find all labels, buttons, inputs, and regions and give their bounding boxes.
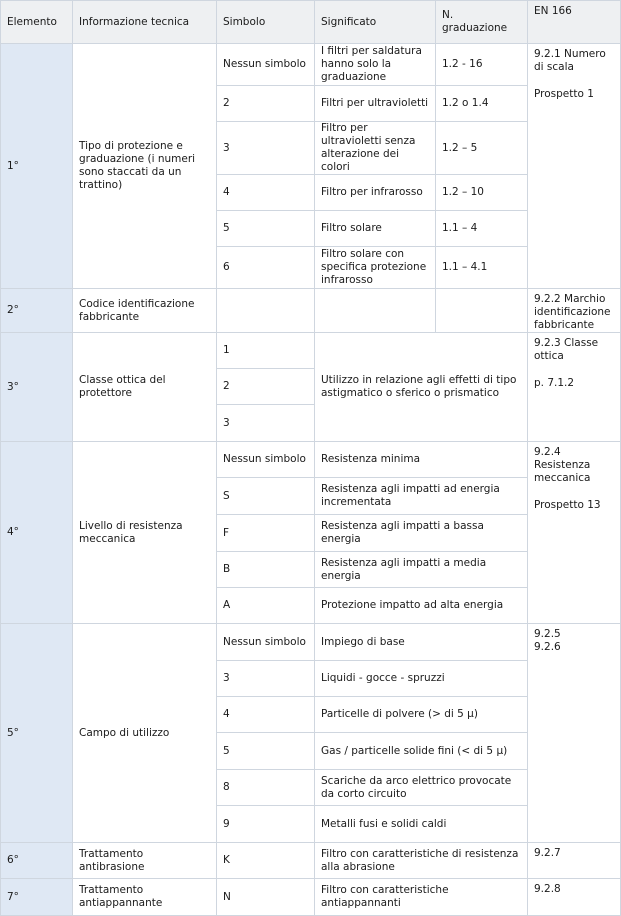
simbolo-cell: B (217, 552, 315, 588)
graduazione-cell: 1.2 – 10 (436, 175, 528, 211)
simbolo-cell: Nessun simbolo (217, 44, 315, 86)
simbolo-cell: 3 (217, 661, 315, 697)
significato-cell: Gas / particelle solide fini (< di 5 μ) (315, 733, 528, 770)
en166-reference: 9.2.1 Numero di scala (534, 48, 606, 73)
simbolo-cell: 5 (217, 211, 315, 247)
significato-cell: Utilizzo in relazione agli effetti di tipo astigmatico o sferico o prismatico (315, 333, 528, 442)
significato-cell: Metalli fusi e solidi caldi (315, 806, 528, 843)
header-graduazione: N. graduazione (436, 1, 528, 44)
elemento-cell: 4° (1, 442, 73, 624)
simbolo-cell: 2 (217, 86, 315, 122)
en166-reference-2: 9.2.6 (534, 641, 561, 653)
en166-reference: 9.2.2 Marchio identificazione fabbricante (534, 293, 611, 331)
en166-reference: 9.2.3 Classe ottica (534, 337, 599, 362)
significato-cell: Resistenza minima (315, 442, 528, 478)
simbolo-cell: 3 (217, 122, 315, 175)
simbolo-cell: F (217, 515, 315, 552)
graduazione-cell: 1.2 o 1.4 (436, 86, 528, 122)
header-row (1, 1, 621, 44)
table-row (1, 442, 621, 478)
significato-cell: Filtro con caratteristiche di resistenza alla abrasione (315, 843, 528, 879)
simbolo-cell: 9 (217, 806, 315, 843)
graduazione-cell: 1.2 - 16 (436, 44, 528, 86)
elemento-cell: 7° (1, 879, 73, 916)
table-row (1, 333, 621, 369)
table-row (1, 44, 621, 86)
en166-reference: 9.2.5 (534, 628, 561, 640)
en166-reference: 9.2.4 Resistenza meccanica (534, 446, 591, 484)
header-elemento: Elemento (1, 1, 73, 44)
simbolo-cell: A (217, 588, 315, 624)
simbolo-cell: 5 (217, 733, 315, 770)
simbolo-cell: 1 (217, 333, 315, 369)
graduazione-cell (436, 289, 528, 333)
elemento-cell: 6° (1, 843, 73, 879)
simbolo-cell: 4 (217, 175, 315, 211)
simbolo-cell: 3 (217, 405, 315, 442)
simbolo-cell: 4 (217, 697, 315, 733)
significato-cell: Filtro solare con specifica protezione infrarosso (315, 247, 436, 289)
significato-cell (315, 289, 436, 333)
table-row (1, 879, 621, 916)
significato-cell: Filtro per ultravioletti senza alterazione dei colori (315, 122, 436, 175)
en166-cell (528, 624, 621, 843)
significato-cell: Filtro solare (315, 211, 436, 247)
significato-cell: Impiego di base (315, 624, 528, 661)
en166-reference: 9.2.7 (534, 847, 561, 859)
en166-prospetto: p. 7.1.2 (534, 377, 575, 389)
en166-cell (528, 879, 621, 916)
simbolo-cell: 6 (217, 247, 315, 289)
header-en166: EN 166 (528, 1, 621, 44)
en166-cell (528, 44, 621, 289)
significato-cell: Resistenza agli impatti a media energia (315, 552, 528, 588)
informazione-cell: Tipo di protezione e graduazione (i numeri sono staccati da un trattino) (73, 44, 217, 289)
simbolo-cell: 8 (217, 770, 315, 806)
graduazione-cell: 1.2 – 5 (436, 122, 528, 175)
en166-cell (528, 333, 621, 442)
en166-cell (528, 289, 621, 333)
en166-prospetto: Prospetto 1 (534, 88, 594, 100)
significato-cell: I filtri per saldatura hanno solo la graduazione (315, 44, 436, 86)
significato-cell: Filtri per ultravioletti (315, 86, 436, 122)
simbolo-cell: Nessun simbolo (217, 442, 315, 478)
simbolo-cell: N (217, 879, 315, 916)
significato-cell: Protezione impatto ad alta energia (315, 588, 528, 624)
elemento-cell: 2° (1, 289, 73, 333)
en166-prospetto: Prospetto 13 (534, 499, 601, 511)
significato-cell: Scariche da arco elettrico provocate da corto circuito (315, 770, 528, 806)
simbolo-cell: 2 (217, 369, 315, 405)
elemento-cell: 3° (1, 333, 73, 442)
en166-cell (528, 442, 621, 624)
significato-cell: Liquidi - gocce - spruzzi (315, 661, 528, 697)
simbolo-cell: K (217, 843, 315, 879)
en166-reference: 9.2.8 (534, 883, 561, 895)
informazione-cell: Classe ottica del protettore (73, 333, 217, 442)
significato-cell: Filtro con caratteristiche antiappannanti (315, 879, 528, 916)
graduazione-cell: 1.1 – 4.1 (436, 247, 528, 289)
table-row (1, 624, 621, 661)
simbolo-cell (217, 289, 315, 333)
header-informazione: Informazione tecnica (73, 1, 217, 44)
informazione-cell: Livello di resistenza meccanica (73, 442, 217, 624)
informazione-cell: Codice identificazione fabbricante (73, 289, 217, 333)
informazione-cell: Campo di utilizzo (73, 624, 217, 843)
table-row (1, 843, 621, 879)
informazione-cell: Trattamento antiappannante (73, 879, 217, 916)
elemento-cell: 1° (1, 44, 73, 289)
header-significato: Significato (315, 1, 436, 44)
en166-cell (528, 843, 621, 879)
significato-cell: Particelle di polvere (> di 5 μ) (315, 697, 528, 733)
significato-cell: Resistenza agli impatti ad energia incrementata (315, 478, 528, 515)
informazione-cell: Trattamento antibrasione (73, 843, 217, 879)
simbolo-cell: Nessun simbolo (217, 624, 315, 661)
elemento-cell: 5° (1, 624, 73, 843)
graduazione-cell: 1.1 – 4 (436, 211, 528, 247)
header-simbolo: Simbolo (217, 1, 315, 44)
significato-cell: Filtro per infrarosso (315, 175, 436, 211)
table-row (1, 289, 621, 333)
simbolo-cell: S (217, 478, 315, 515)
significato-cell: Resistenza agli impatti a bassa energia (315, 515, 528, 552)
